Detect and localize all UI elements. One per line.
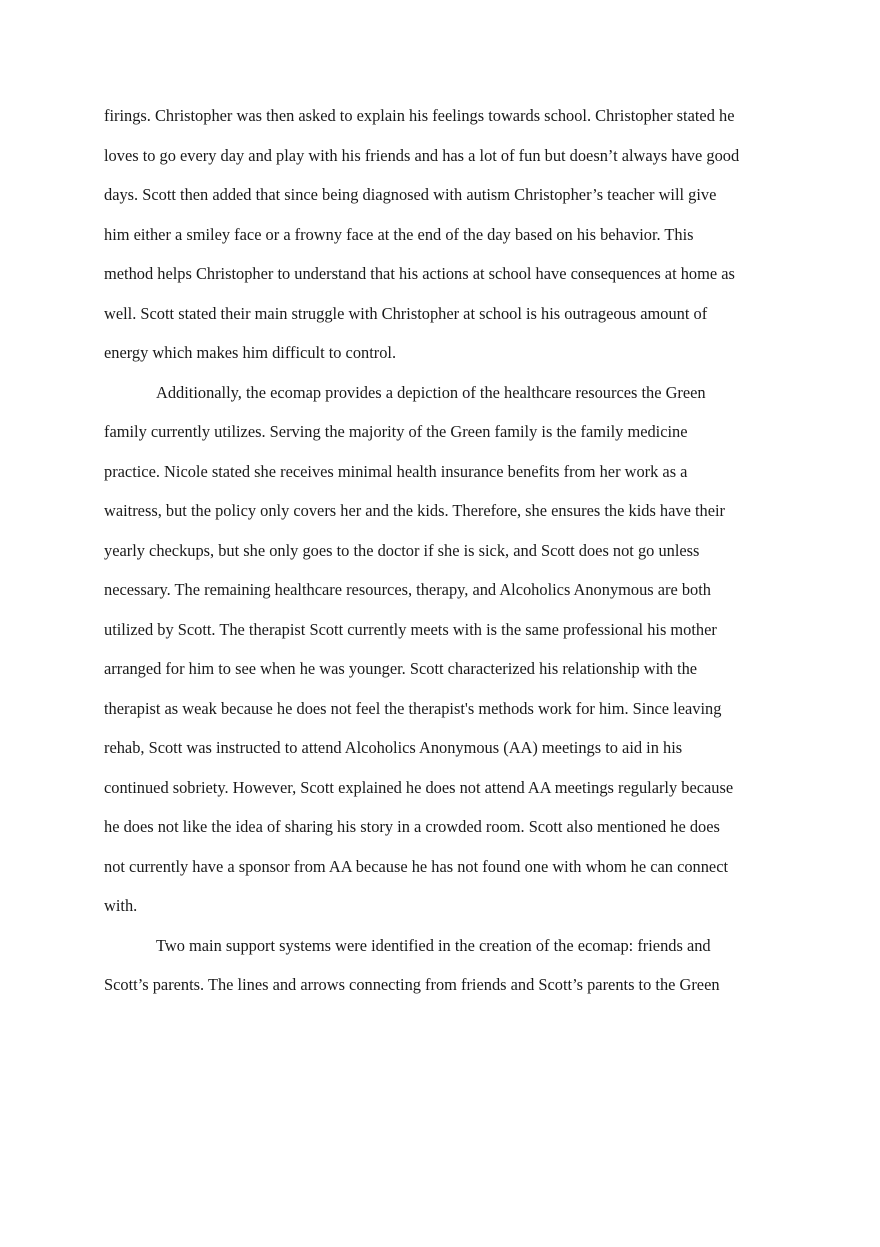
- text-line: energy which makes him difficult to control.: [104, 343, 397, 362]
- text-line: family currently utilizes. Serving the majority of the Green family is the family medicine: [104, 422, 688, 441]
- text-line: arranged for him to see when he was younger. Scott characterized his relationship with the: [104, 659, 698, 678]
- paragraph-first-line: Additionally, the ecomap provides a depiction of the healthcare resources the Green: [156, 382, 706, 402]
- paragraph-first-line: Two main support systems were identified in the creation of the ecomap: friends and: [156, 935, 711, 955]
- text-line: necessary. The remaining healthcare resources, therapy, and Alcoholics Anonymous are both: [104, 580, 712, 599]
- text-line: days. Scott then added that since being diagnosed with autism Christopher’s teacher will give: [104, 185, 717, 204]
- text-line: rehab, Scott was instructed to attend Alcoholics Anonymous (AA) meetings to aid in his: [104, 738, 683, 757]
- text-line: therapist as weak because he does not feel the therapist's methods work for him. Since leaving: [104, 698, 722, 718]
- text-line: yearly checkups, but she only goes to the doctor if she is sick, and Scott does not go unless: [104, 540, 700, 560]
- text-line: not currently have a sponsor from AA because he has not found one with whom he can connect: [104, 856, 729, 876]
- text-line: practice. Nicole stated she receives minimal health insurance benefits from her work as a: [104, 461, 688, 481]
- text-line: utilized by Scott. The therapist Scott currently meets with is the same professional his mother: [104, 619, 717, 639]
- text-line: firings. Christopher was then asked to explain his feelings towards school. Christopher stated he: [104, 106, 735, 125]
- text-line: waitress, but the policy only covers her and the kids. Therefore, she ensures the kids have their: [104, 501, 725, 520]
- text-line: method helps Christopher to understand that his actions at school have consequences at home as: [104, 264, 735, 283]
- text-line: Scott’s parents. The lines and arrows connecting from friends and Scott’s parents to the Green: [104, 975, 720, 994]
- text-line: well. Scott stated their main struggle with Christopher at school is his outrageous amount of: [104, 303, 708, 323]
- body-text: [104, 96, 776, 1005]
- text-line: continued sobriety. However, Scott explained he does not attend AA meetings regularly because: [104, 777, 734, 797]
- text-line: he does not like the idea of sharing his story in a crowded room. Scott also mentioned he does: [104, 817, 720, 836]
- text-line: him either a smiley face or a frowny face at the end of the day based on his behavior. This: [104, 224, 694, 244]
- text-line: with.: [104, 896, 138, 915]
- text-line: loves to go every day and play with his friends and has a lot of fun but doesn’t always have good: [104, 145, 740, 165]
